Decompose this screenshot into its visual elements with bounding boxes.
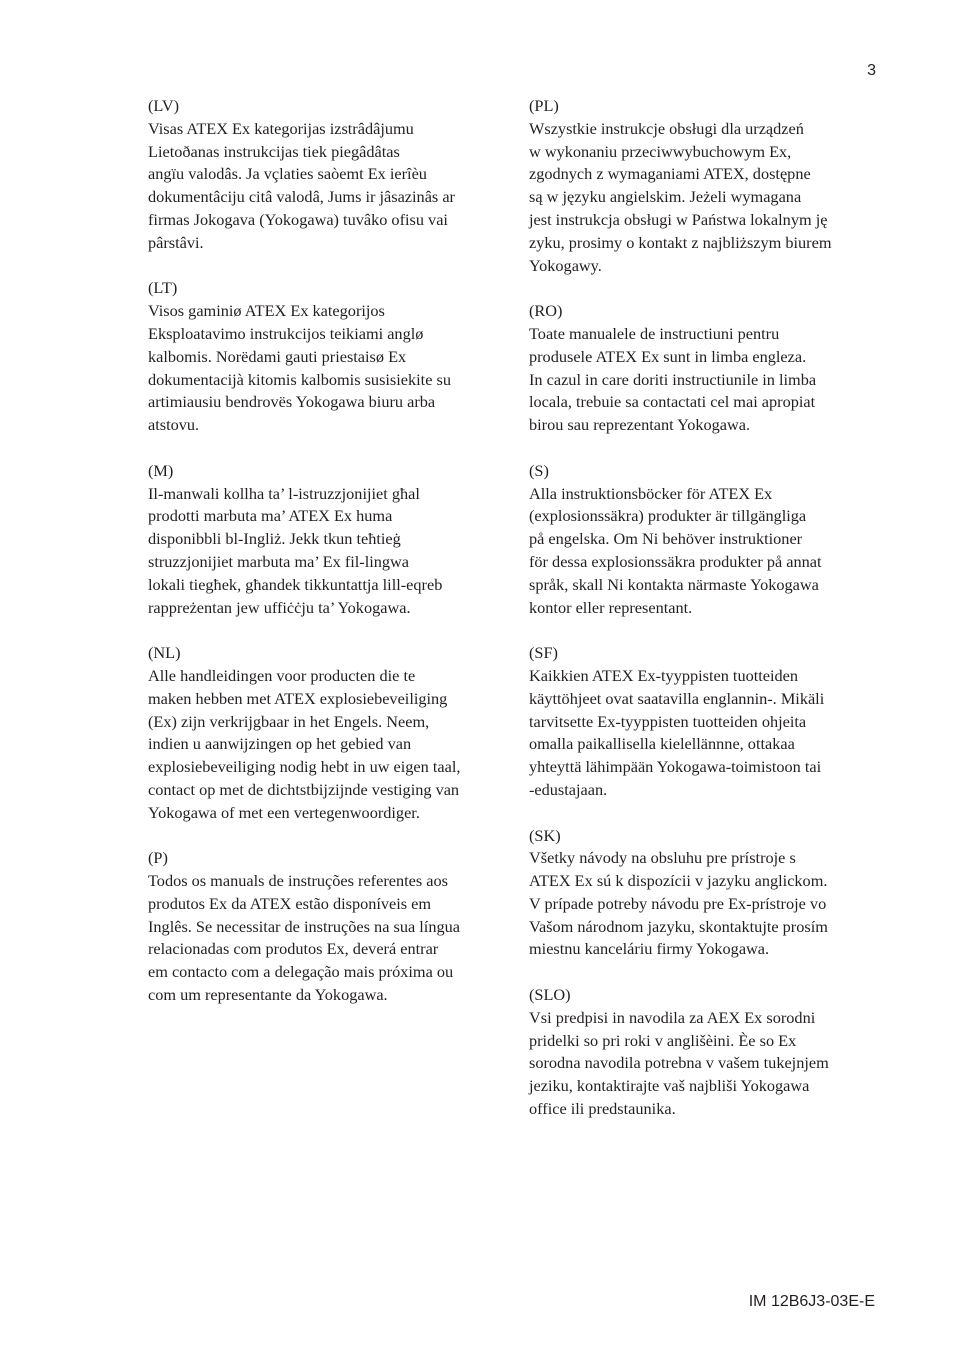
- section-code: (NL): [148, 643, 181, 663]
- section-text: Vsi predpisi in navodila za AEX Ex sorodni pridelki so pri roki v anglišèini. Èe so Ex sorodna navodila potrebna v vašem tukejnjem jeziku, kontaktirajte vaš najbliši Yokogawa office ili predstaunika.: [529, 1007, 829, 1119]
- section-code: (SLO): [529, 985, 571, 1005]
- right-column: [529, 95, 875, 1144]
- section-code: (SK): [529, 825, 561, 845]
- page-number: 3: [867, 62, 876, 79]
- section-s: [529, 460, 875, 620]
- section-lv: [148, 95, 504, 255]
- section-text: Kaikkien ATEX Ex-tyyppisten tuotteiden käyttöhjeet ovat saatavilla englannin-. Mikäli tarvitsette Ex-tyyppisten tuotteiden ohjeita omalla paikallisella kielellännne, ottakaa yhteyttä lähimpään Yokogawa-toimistoon tai -edustajaan.: [529, 665, 825, 799]
- section-p: [148, 847, 504, 1007]
- section-text: Všetky návody na obsluhu pre prístroje s ATEX Ex sú k dispozícii v jazyku anglickom. V prípade potreby návodu pre Ex-prístroje vo Vašom národnom jazyku, skontaktujte prosím miestnu kanceláriu firmy Yokogawa.: [529, 848, 828, 959]
- section-code: (RO): [529, 301, 563, 321]
- section-text: Wszystkie instrukcje obsługi dla urządzeń w wykonaniu przeciwwybuchowym Ex, zgodnych z wymaganiami ATEX, dostępne są w języku angielskim. Jeżeli wymagana jest instrukcja obsługi w Państwa lokalnym ję zyku, prosimy o kontakt z najbliższym biurem Yokogawy.: [529, 118, 832, 275]
- section-code: (LV): [148, 96, 180, 115]
- section-m: [148, 460, 504, 620]
- section-code: (PL): [529, 96, 559, 115]
- section-text: Alla instruktionsböcker för ATEX Ex (explosionssäkra) produkter är tillgängliga på engelska. Om Ni behöver instruktioner för dessa explosionssäkra produkter på annat språk, skall Ni kontakta närmaste Yokogawa kontor eller representant.: [529, 483, 822, 617]
- section-code: (S): [529, 460, 549, 480]
- section-nl: [148, 642, 504, 824]
- section-sf: [529, 642, 875, 802]
- section-code: (LT): [148, 278, 178, 298]
- section-code: (P): [148, 848, 168, 868]
- left-column: [148, 95, 504, 1030]
- section-text: Il-manwali kollha ta’ l-istruzzjonijiet għal prodotti marbuta ma’ ATEX Ex huma disponibbli bl-Ingliż. Jekk tkun teħtieġ struzzjonijiet marbuta ma’ Ex fil-lingwa lokali tiegħek, għandek tikkuntattja lill-eqreb rappreżentan jew uffiċċju ta’ Yokogawa.: [148, 483, 443, 617]
- section-sk: [529, 825, 875, 962]
- document-id: IM 12B6J3-03E-E: [748, 1293, 875, 1310]
- section-code: (M): [148, 460, 174, 480]
- section-text: Visas ATEX Ex kategorijas izstrâdâjumu Lietoðanas instrukcijas tiek piegâdâtas angïu valodâs. Ja vçlaties saòemt Ex ierîèu dokumentâciju citâ valodâ, Jums ir jâsazinâs ar firmas Jokogava (Yokogawa) tuvâko ofisu vai pârstâvi.: [148, 118, 455, 252]
- section-slo: [529, 984, 875, 1121]
- section-ro: [529, 300, 875, 437]
- section-text: Todos os manuals de instruções referentes aos produtos Ex da ATEX estão disponíveis em Inglês. Se necessitar de instruções na sua língua relacionadas com produtos Ex, deverá entrar em contacto com a delegação mais próxima ou com um representante da Yokogawa.: [148, 871, 460, 1005]
- section-text: Alle handleidingen voor producten die te maken hebben met ATEX explosiebeveiliging (Ex) zijn verkrijgbaar in het Engels. Neem, indien u aanwijzingen op het gebied van explosiebeveiliging nodig hebt in uw eigen taal, contact op met de dichtstbijzijnde vestiging van Yokogawa of met een vertegenwoordiger.: [148, 665, 461, 822]
- section-text: Visos gaminiø ATEX Ex kategorijos Eksploatavimo instrukcijos teikiami anglø kalbomis. Norëdami gauti priestaisø Ex dokumentacijà kitomis kalbomis susisiekite su artimiausiu bendrovës Yokogawa biuru arba atstovu.: [148, 301, 451, 435]
- section-lt: [148, 277, 504, 437]
- section-pl: [529, 95, 875, 277]
- section-code: (SF): [529, 643, 558, 663]
- section-text: Toate manualele de instructiuni pentru produsele ATEX Ex sunt in limba engleza. In cazul in care doriti instructiunile in limba locala, trebuie sa contactati cel mai apropiat birou sau reprezentant Yokogawa.: [529, 323, 817, 435]
